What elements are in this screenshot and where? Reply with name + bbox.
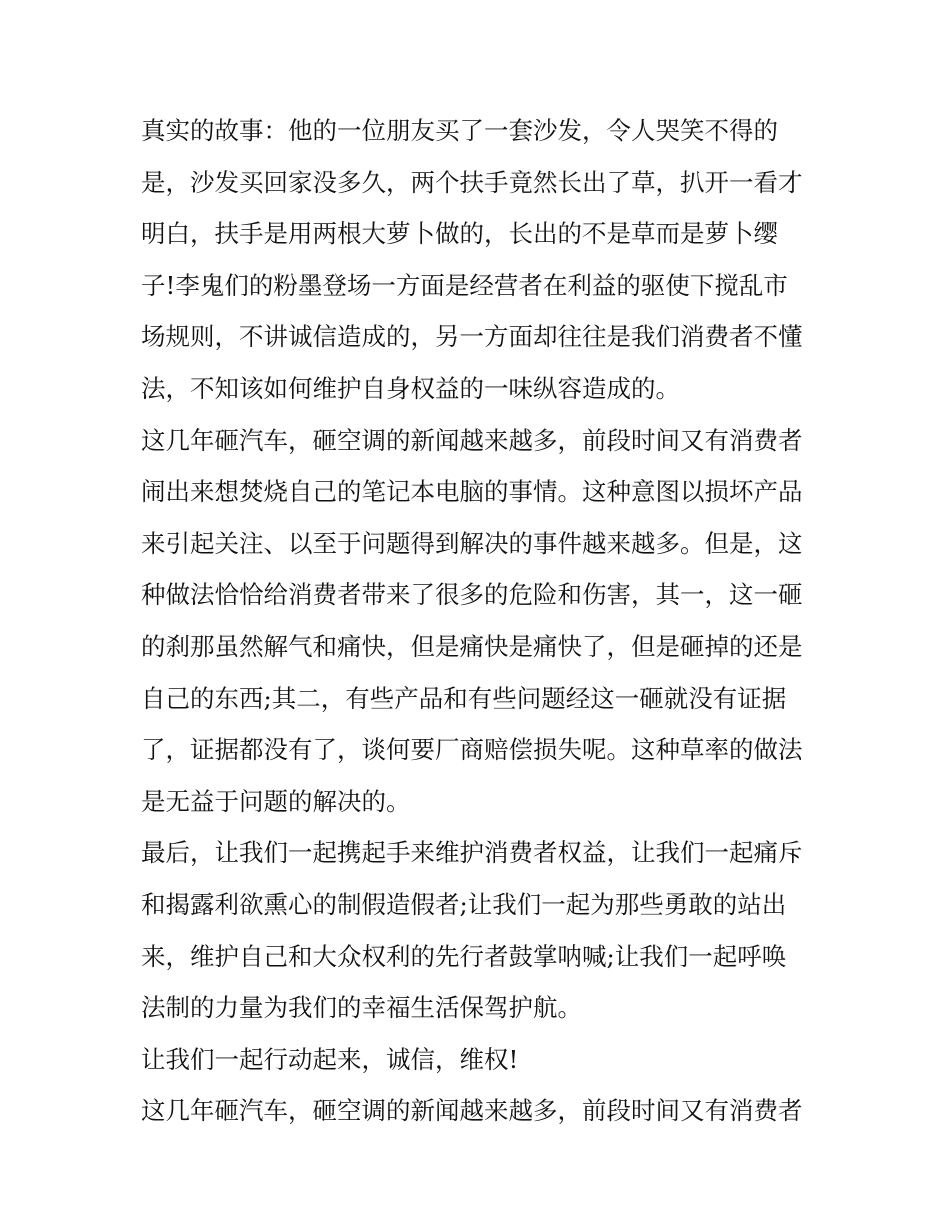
text-line: 种做法恰恰给消费者带来了很多的危险和伤害，其一，这一砸: [141, 580, 803, 610]
text-line: 真实的故事：他的一位朋友买了一套沙发，令人哭笑不得的: [141, 116, 778, 145]
text-line: 是，沙发买回家没多久，两个扶手竟然长出了草，扒开一看才: [141, 167, 803, 197]
text-line: 闹出来想焚烧自己的笔记本电脑的事情。这种意图以损坏产品: [141, 477, 803, 507]
text-line: 自己的东西;其二，有些产品和有些问题经这一砸就没有证据: [141, 683, 787, 713]
body-text: [141, 105, 821, 1137]
text-line: 让我们一起行动起来，诚信，维权!: [141, 1044, 519, 1074]
text-line: 场规则，不讲诚信造成的，另一方面却往往是我们消费者不懂: [141, 322, 803, 352]
text-line: 法制的力量为我们的幸福生活保驾护航。: [141, 993, 582, 1023]
text-line: 来，维护自己和大众权利的先行者鼓掌呐喊;让我们一起呼唤: [141, 941, 787, 971]
text-line: 了，证据都没有了，谈何要厂商赔偿损失呢。这种草率的做法: [141, 735, 803, 765]
text-line: 来引起关注、以至于问题得到解决的事件越来越多。但是，这: [141, 528, 803, 558]
text-line: 的刹那虽然解气和痛快，但是痛快是痛快了，但是砸掉的还是: [141, 631, 803, 661]
text-line: 明白，扶手是用两根大萝卜做的，长出的不是草而是萝卜缨: [141, 219, 778, 249]
text-line: 法，不知该如何维护自身权益的一味纵容造成的。: [141, 373, 680, 403]
text-line: 这几年砸汽车，砸空调的新闻越来越多，前段时间又有消费者: [141, 425, 803, 455]
text-line: 最后，让我们一起携起手来维护消费者权益，让我们一起痛斥: [141, 838, 803, 868]
text-line: 子!李鬼们的粉墨登场一方面是经营者在利益的驱使下搅乱市: [141, 270, 788, 300]
text-line: 和揭露利欲熏心的制假造假者;让我们一起为那些勇敢的站出: [141, 889, 787, 919]
text-line: 这几年砸汽车，砸空调的新闻越来越多，前段时间又有消费者: [141, 1096, 803, 1126]
text-line: 是无益于问题的解决的。: [141, 786, 411, 816]
